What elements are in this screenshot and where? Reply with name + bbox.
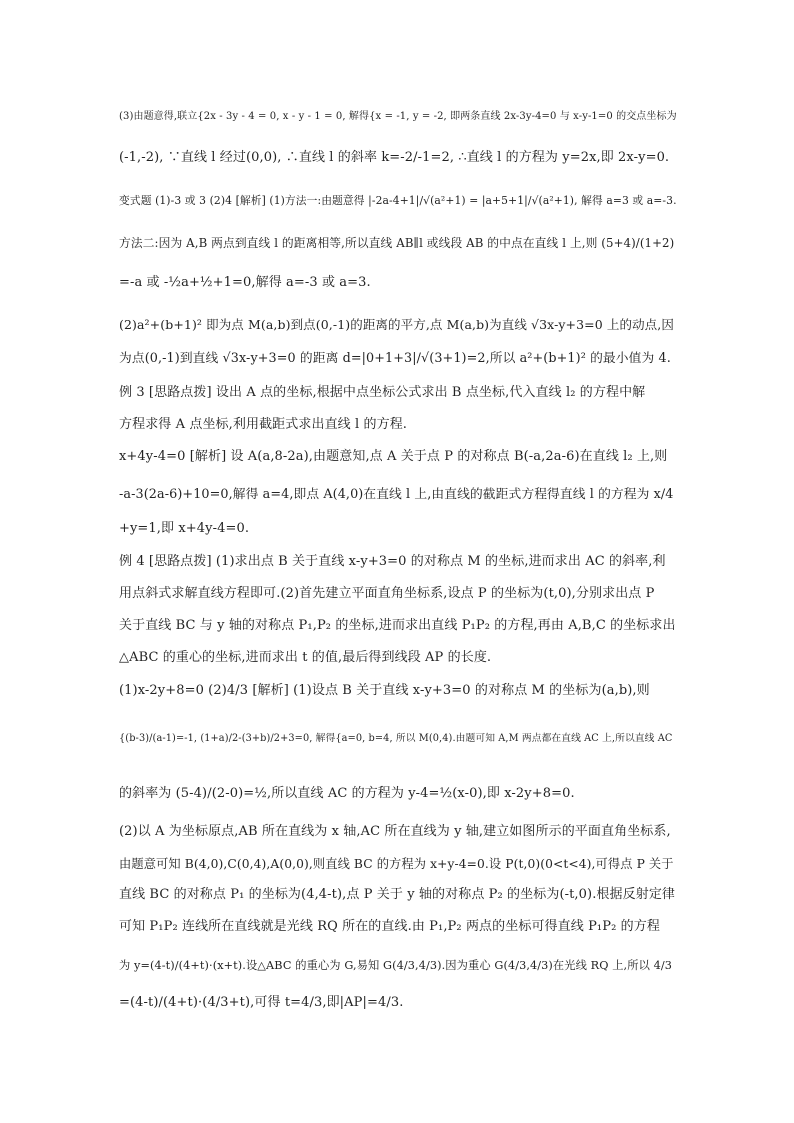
text-line-2: (-1,-2), ∵直线 l 经过(0,0), ∴直线 l 的斜率 k=-2/-1=2, ∴直线 l 的方程为 y=2x,即 2x-y=0.	[119, 150, 670, 165]
text-line-9: 方程求得 A 点坐标,利用截距式求出直线 l 的方程.	[119, 417, 408, 432]
text-line-22: 直线 BC 的对称点 P₁ 的坐标为(4,4-t),点 P 关于 y 轴的对称点 P₂ 的坐标为(-t,0).根据反射定律	[119, 887, 676, 902]
text-line-5: =-a 或 -½a+½+1=0,解得 a=-3 或 a=3.	[119, 275, 371, 290]
text-line-13: 例 4 [思路点拨] (1)求出点 B 关于直线 x-y+3=0 的对称点 M 的坐标,进而求出 AC 的斜率,利	[119, 554, 666, 569]
text-line-25: =(4-t)/(4+t)·(4/3+t),可得 t=4/3,即|AP|=4/3.	[119, 995, 404, 1010]
text-line-11: -a-3(2a-6)+10=0,解得 a=4,即点 A(4,0)在直线 l 上,由直线的截距式方程得直线 l 的方程为 x/4	[119, 487, 674, 502]
text-line-7: 为点(0,-1)到直线 √3x-y+3=0 的距离 d=|0+1+3|/√(3+1)=2,所以 a²+(b+1)² 的最小值为 4.	[119, 351, 671, 366]
text-line-24: 为 y=(4-t)/(4+t)·(x+t).设△ABC 的重心为 G,易知 G(4/3,4/3).因为重心 G(4/3,4/3)在光线 RQ 上,所以 4/3	[119, 959, 673, 972]
text-line-6: (2)a²+(b+1)² 即为点 M(a,b)到点(0,-1)的距离的平方,点 M(a,b)为直线 √3x-y+3=0 上的动点,因	[119, 317, 674, 332]
text-line-18: {(b-3)/(a-1)=-1, (1+a)/2-(3+b)/2+3=0, 解得{a=0, b=4, 所以 M(0,4).由题可知 A,M 两点都在直线 AC 上,所以直线 AC	[119, 733, 673, 744]
text-line-16: △ABC 的重心的坐标,进而求出 t 的值,最后得到线段 AP 的长度.	[119, 650, 492, 665]
text-line-12: +y=1,即 x+4y-4=0.	[119, 521, 250, 536]
text-line-14: 用点斜式求解直线方程即可.(2)首先建立平面直角坐标系,设点 P 的坐标为(t,0),分别求出点 P	[119, 586, 655, 601]
text-line-23: 可知 P₁P₂ 连线所在直线就是光线 RQ 所在的直线.由 P₁,P₂ 两点的坐标可得直线 P₁P₂ 的方程	[119, 919, 660, 934]
text-line-20: (2)以 A 为坐标原点,AB 所在直线为 x 轴,AC 所在直线为 y 轴,建立如图所示的平面直角坐标系,	[119, 824, 671, 839]
text-line-3: 变式题 (1)-3 或 3 (2)4 [解析] (1)方法一:由题意得 |-2a-4+1|/√(a²+1) = |a+5+1|/√(a²+1), 解得 a=3 或 a=-3.	[119, 194, 677, 207]
text-line-21: 由题意可知 B(4,0),C(0,4),A(0,0),则直线 BC 的方程为 x+y-4=0.设 P(t,0)(0<t<4),可得点 P 关于	[119, 857, 674, 871]
text-line-19: 的斜率为 (5-4)/(2-0)=½,所以直线 AC 的方程为 y-4=½(x-0),即 x-2y+8=0.	[119, 786, 575, 801]
text-line-15: 关于直线 BC 与 y 轴的对称点 P₁,P₂ 的坐标,进而求出直线 P₁P₂ 的方程,再由 A,B,C 的坐标求出	[119, 618, 676, 633]
text-line-4: 方法二:因为 A,B 两点到直线 l 的距离相等,所以直线 AB∥l 或线段 AB 的中点在直线 l 上,则 (5+4)/(1+2)	[119, 236, 675, 250]
text-line-8: 例 3 [思路点拨] 设出 A 点的坐标,根据中点坐标公式求出 B 点坐标,代入直线 l₂ 的方程中解	[119, 385, 646, 400]
text-line-1: (3)由题意得,联立{2x - 3y - 4 = 0, x - y - 1 = 0, 解得{x = -1, y = -2, 即两条直线 2x-3y-4=0 与 x-y-1=0 的交点坐标为	[119, 111, 677, 122]
text-line-17: (1)x-2y+8=0 (2)4/3 [解析] (1)设点 B 关于直线 x-y+3=0 的对称点 M 的坐标为(a,b),则	[119, 683, 650, 698]
text-line-10: x+4y-4=0 [解析] 设 A(a,8-2a),由题意知,点 A 关于点 P 的对称点 B(-a,2a-6)在直线 l₂ 上,则	[119, 449, 668, 464]
